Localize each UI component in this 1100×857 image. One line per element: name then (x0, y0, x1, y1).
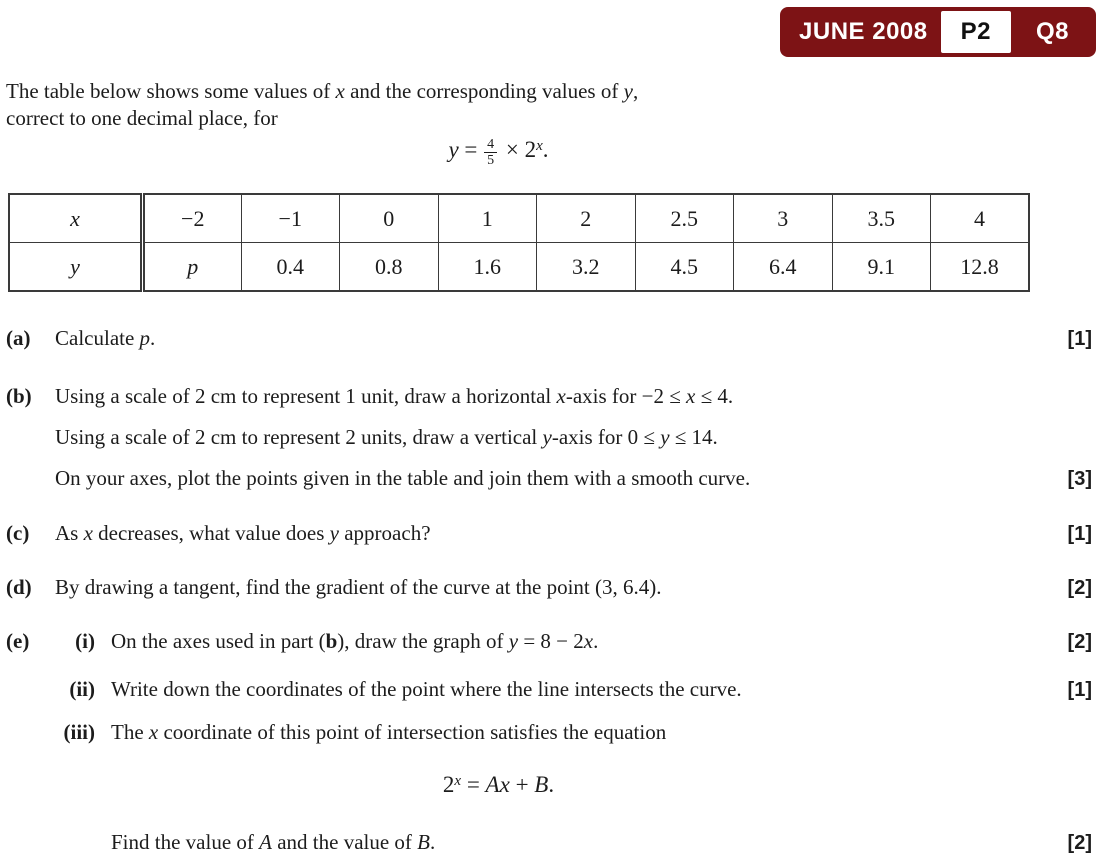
part-d-row (6, 573, 1092, 602)
part-b-line-3 (6, 464, 1092, 493)
y-value-cell: 1.6 (438, 243, 537, 292)
values-table (8, 193, 1030, 292)
y-row (9, 243, 1029, 292)
x-value-cell: −2 (143, 194, 242, 243)
y-value-cell-p: p (143, 243, 242, 292)
part-b-label: (b) (6, 384, 32, 408)
part-e-iii-marks: [2] (1067, 832, 1092, 854)
part-e-iii-find-text: Find the value of A and the value of B. (111, 830, 436, 854)
part-b-line-1 (6, 382, 1092, 410)
part-b-text-2: Using a scale of 2 cm to represent 2 units, draw a vertical y-axis for 0 ≤ y ≤ 14. (55, 425, 718, 449)
x-value-cell: 1 (438, 194, 537, 243)
intersection-equation-row (6, 766, 1092, 804)
part-b-marks: [3] (1067, 468, 1092, 490)
part-e-iii-text: The x coordinate of this point of intersection satisfies the equation (111, 720, 667, 744)
part-e-ii-text: Write down the coordinates of the point where the line intersects the curve. (111, 677, 742, 701)
part-e-iii-find-row (6, 828, 1092, 857)
part-e-ii-row (6, 675, 1092, 704)
x-value-cell: 3.5 (832, 194, 931, 243)
y-value-cell: 3.2 (537, 243, 636, 292)
y-value-cell: 9.1 (832, 243, 931, 292)
part-d-marks: [2] (1067, 577, 1092, 599)
part-a-text: Calculate p. (55, 326, 156, 350)
banner-session-label: JUNE 2008 (799, 18, 928, 45)
part-e-i-row (6, 627, 1092, 656)
banner-question-number: Q8 (1035, 18, 1069, 45)
part-e-i-label: (i) (75, 629, 95, 653)
banner-paper-badge: P2 (941, 11, 1011, 53)
part-e-ii-marks: [1] (1067, 679, 1092, 701)
function-equation: y = $\frac{4}{5}$ × $2^x$. (448, 137, 549, 168)
part-e-ii-label: (ii) (69, 677, 95, 701)
intro-line-1: The table below shows some values of x and the corresponding values of y, (6, 79, 639, 103)
y-row-header: y (9, 243, 143, 292)
intro-line-2: correct to one decimal place, for (6, 106, 278, 130)
part-d-label: (d) (6, 575, 32, 599)
part-c-label: (c) (6, 521, 30, 545)
question-parts (6, 295, 1092, 857)
y-value-cell: 0.4 (241, 243, 340, 292)
y-value-cell: 0.8 (340, 243, 439, 292)
part-e-iii-label: (iii) (63, 720, 95, 744)
part-b-text-3: On your axes, plot the points given in the table and join them with a smooth curve. (55, 466, 751, 490)
x-row-header: x (9, 194, 143, 243)
x-value-cell: 3 (734, 194, 833, 243)
x-value-cell: 2.5 (635, 194, 734, 243)
intersection-equation-wrap (6, 766, 991, 804)
part-b-text-1: Using a scale of 2 cm to represent 1 unit, draw a horizontal x-axis for −2 ≤ x ≤ 4. (55, 384, 734, 408)
x-row (9, 194, 1029, 243)
part-e-i-marks: [2] (1067, 631, 1092, 653)
part-c-marks: [1] (1067, 523, 1092, 545)
x-value-cell: 0 (340, 194, 439, 243)
x-value-cell: 2 (537, 194, 636, 243)
intro-paragraph (6, 78, 996, 132)
x-value-cell: 4 (931, 194, 1030, 243)
part-b-line-2 (6, 423, 1092, 451)
y-value-cell: 6.4 (734, 243, 833, 292)
part-a-row (6, 324, 1092, 353)
part-e-label: (e) (6, 629, 30, 653)
part-c-text: As x decreases, what value does y approach? (55, 521, 431, 545)
intersection-equation: $2^x = Ax + B$. (442, 772, 555, 797)
part-e-i-text: On the axes used in part (b), draw the graph of y = 8 − 2x. (111, 629, 599, 653)
y-value-cell: 12.8 (931, 243, 1030, 292)
part-a-label: (a) (6, 326, 31, 350)
x-value-cell: −1 (241, 194, 340, 243)
part-e-iii-row (6, 718, 1092, 746)
part-c-row (6, 519, 1092, 548)
function-equation-wrap (6, 131, 991, 169)
part-d-text: By drawing a tangent, find the gradient of the curve at the point (3, 6.4). (55, 575, 662, 599)
part-a-marks: [1] (1067, 328, 1092, 350)
question-banner (780, 7, 1096, 57)
y-value-cell: 4.5 (635, 243, 734, 292)
